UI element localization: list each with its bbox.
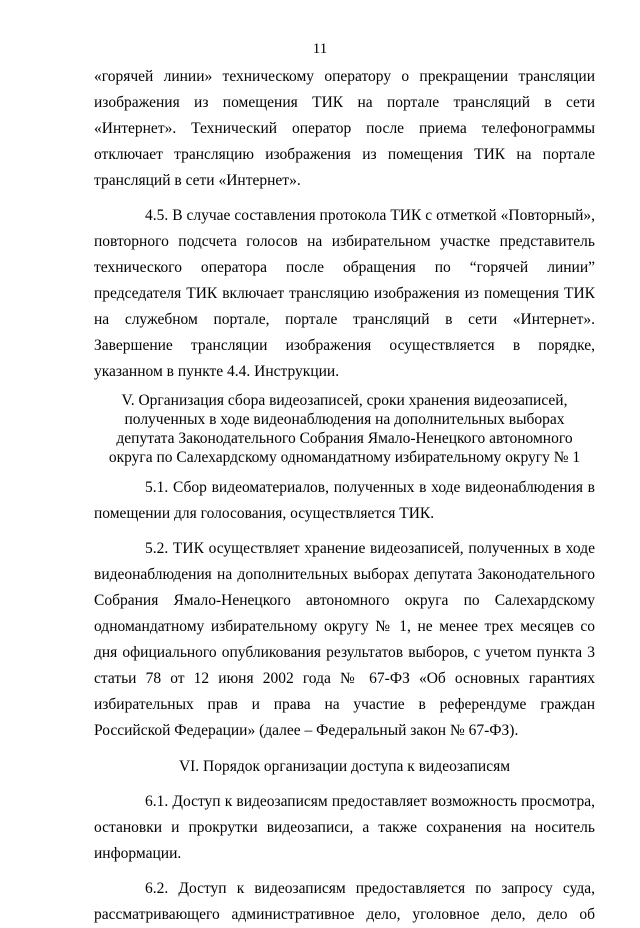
paragraph-4-5: 4.5. В случае составления протокола ТИК с отметкой «Повторный», повторного подсчета голосов на избирательном участке представитель технического оператора после обращения по “горячей линии” председателя ТИК включает трансляцию изображения из помещения ТИК на служебном портале, портале трансляций в сети «Интернет». Завершение трансляции изображения осуществляется в порядке, указанном в пункте 4.4. Инструкции. — [94, 207, 595, 380]
paragraph-6-1: 6.1. Доступ к видеозаписям предоставляет возможность просмотра, остановки и прокрутки видеозаписи, а также сохранения на носитель информации. — [94, 793, 595, 862]
page-number: 11 — [312, 41, 328, 57]
paragraph-5-2: 5.2. ТИК осуществляет хранение видеозаписей, полученных в ходе видеонаблюдения на дополнительных выборах депутата Законодательного Собрания Ямало-Ненецкого автономного округа по Салехардскому одномандатному избирательному округу № 1, не менее трех месяцев со дня официального опубликования результатов выборов, с учетом пункта 3 статьи 78 от 12 июня 2002 года № 67-ФЗ «Об основных гарантиях избирательных прав и права на участие в референдуме граждан Российской Федерации» (далее – Федеральный закон № 67-ФЗ). — [94, 540, 595, 739]
paragraph-continuation: «горячей линии» техническому оператору о прекращении трансляции изображения из помещения ТИК на портале трансляций в сети «Интернет». Технический оператор после приема телефонограммы отключает трансляцию изображения из помещения ТИК на портале трансляций в сети «Интернет». — [94, 68, 595, 189]
section-6-heading: VI. Порядок организации доступа к видеозаписям — [178, 758, 511, 775]
section-5-heading: V. Организация сбора видеозаписей, сроки хранения видеозаписей, полученных в ходе видеонаблюдения на дополнительных выборах депутата Законодательного Собрания Ямало-Ненецкого автономного округа по Салехардскому одномандатному избирательному округу № 1 — [108, 392, 581, 466]
document-body — [94, 64, 595, 928]
paragraph-6-2: 6.2. Доступ к видеозаписям предоставляется по запросу суда, рассматривающего административное дело, уголовное дело, дело об — [94, 880, 595, 923]
paragraph-5-1: 5.1. Сбор видеоматериалов, полученных в ходе видеонаблюдения в помещении для голосования, осуществляется ТИК. — [94, 479, 595, 522]
